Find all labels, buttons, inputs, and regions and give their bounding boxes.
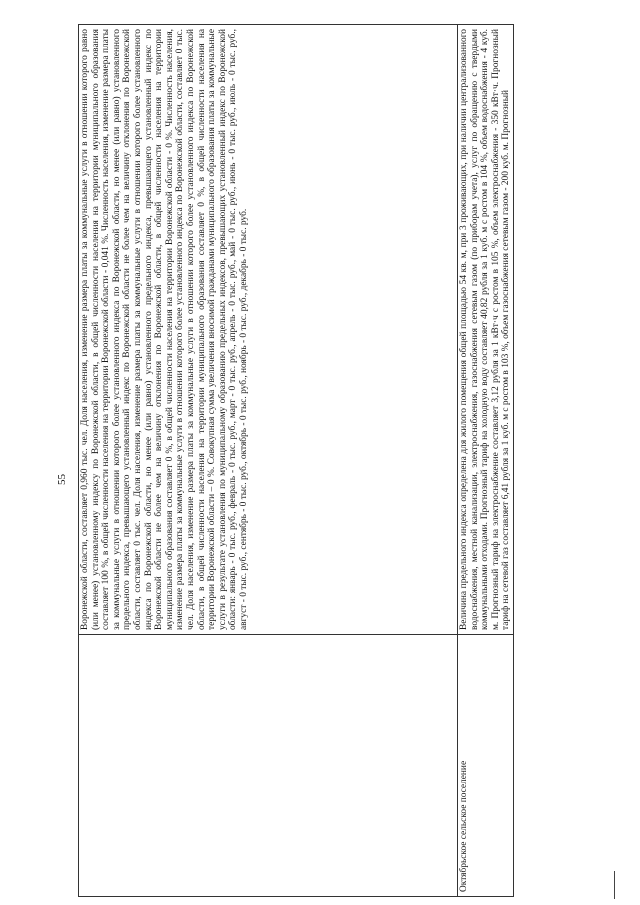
municipality-name-cell [79,635,458,897]
footer-divider [614,871,615,899]
page-number: 55 [56,474,68,485]
municipality-name-cell: Октябрьское сельское поселение [458,635,514,897]
description-cell: Величина предельного индекса определена для жилого помещения общей площадью 54 кв. м, при 3 проживающих, при наличии централизованного водоснабжения, местной канализации, электроснабжения, газоснабжения сетевым газом (по приборам учета), услуг по обращению с твердыми коммунальными отходами. Прогнозный тариф на холодную воду составляет 40,82 рубля за 1 куб. м с ростом в 104 %, объем водоснабжения - 4 куб. м. Прогнозный тариф на электроснабжение составляет 3,12 рубля за 1 кВт·ч с ростом в 105 %, объем электроснабжения - 350 кВт·ч. Прогнозный тариф на сетевой газ составляет 6,41 рубля за 1 куб. м с ростом в 103 %, объем газоснабжения сетевым газом - 200 куб. м. Прогнозный [458,25,514,635]
table-row [79,25,458,897]
indices-table [78,24,514,897]
table-row [458,25,514,897]
description-cell: Воронежской области, составляет 0,960 тыс. чел. Доля населения, изменение размера платы за коммунальные услуги в отношении которого равно (или менее) установленному индексу по Воронежской области, в общей численности населения на территории муниципального образования составляет 100 %, в общей численности населения на территории Воронежской области - 0,041 %. Численность населения, изменение размера платы за коммунальные услуги в отношении которого более установленного индекса по Воронежской области, но менее (или равно) установленного предельного индекса, превышающего установленный индекс по Воронежской области не более чем на величину отклонения по Воронежской области, составляет 0 тыс. чел. Доля населения, изменение размера платы за коммунальные услуги в отношении которого более установленного индекса по Воронежской области, но менее (или равно) установленного предельного индекса, превышающего установленный индекс по Воронежской области не более чем на величину отклонения по Воронежской области, в общей численности населения на территории муниципального образования составляет 0 %, в общей численности населения на территории Воронежской области - 0 %. Численность населения, изменение размера платы за коммунальные услуги в отношении которого более установленного индекса по Воронежской области, составляет 0 тыс. чел. Доля населения, изменение размера платы за коммунальные услуги в отношении которого более установленного индекса по Воронежской области, в общей численности населения на территории муниципального образования составляет 0 %, в общей численности населения на территории Воронежской области – 0 %. Совокупная сумма увеличения вносимой гражданами муниципального образования платы за коммунальные услуги в результате установления по муниципальному образованию предельных индексов, превышающих установленный индекс по Воронежской области: январь - 0 тыс. руб., февраль - 0 тыс. руб., март - 0 тыс. руб., апрель - 0 тыс. руб., май - 0 тыс. руб., июнь - 0 тыс. руб., июль - 0 тыс. руб., август - 0 тыс. руб., сентябрь - 0 тыс. руб., октябрь - 0 тыс. руб., ноябрь - 0 тыс. руб., декабрь - 0 тыс. руб. [79,25,458,635]
